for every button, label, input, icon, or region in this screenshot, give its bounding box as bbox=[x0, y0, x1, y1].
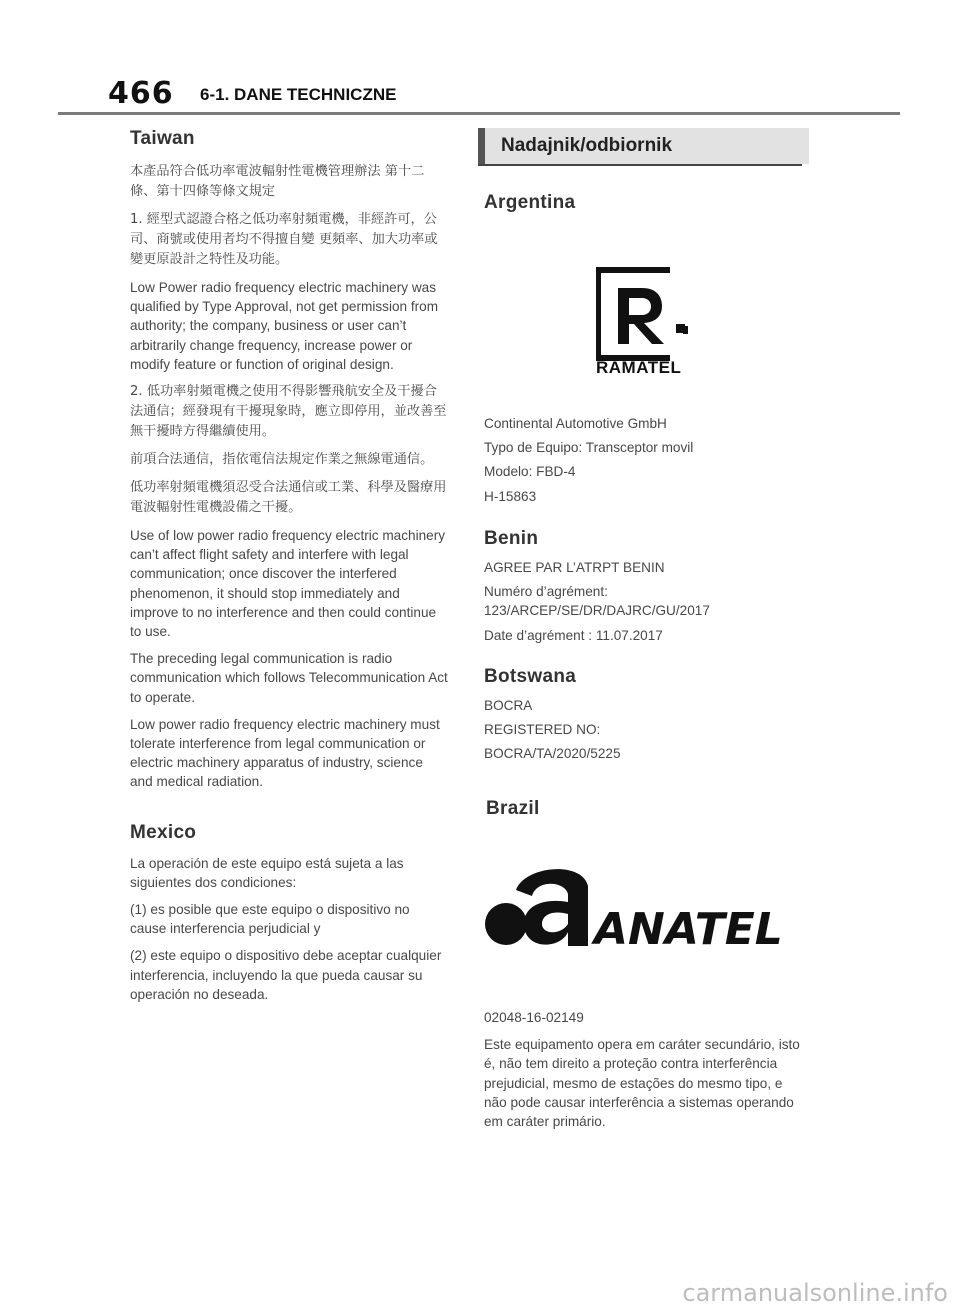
argentina-heading: Argentina bbox=[484, 192, 576, 213]
taiwan-heading: Taiwan bbox=[130, 128, 195, 149]
botswana-heading: Botswana bbox=[484, 666, 577, 687]
mexico-paragraph: (1) es posible que este equipo o dispositivo no cause interferencia perjudicial y bbox=[130, 902, 410, 937]
watermark: carmanualsonline.info bbox=[682, 1279, 948, 1307]
mexico-paragraph: La operación de este equipo está sujeta a las siguientes dos condiciones: bbox=[130, 855, 404, 890]
taiwan-paragraph: 本產品符合低功率電波輻射性電機管理辦法 第十二條、第十四條等條文規定 bbox=[130, 164, 425, 199]
taiwan-paragraph: The preceding legal communication is radio communication which follows Telecommunication Act to operate. bbox=[130, 651, 448, 705]
taiwan-paragraph: 1. 經型式認證合格之低功率射頻電機，非經許可，公司、商號或使用者均不得擅自變 更頻率、加大功率或變更原設計之特性及功能。 bbox=[130, 212, 438, 267]
banner-underline bbox=[478, 164, 802, 166]
banner-title: Nadajnik/odbiornik bbox=[501, 135, 673, 156]
benin-heading: Benin bbox=[484, 528, 539, 549]
botswana-line: BOCRA/TA/2020/5225 bbox=[484, 746, 621, 762]
anatel-logo bbox=[484, 862, 804, 952]
argentina-details bbox=[484, 414, 802, 506]
argentina-line: Modelo: FBD-4 bbox=[484, 464, 576, 480]
left-column bbox=[130, 128, 448, 1004]
taiwan-paragraph: 2. 低功率射頻電機之使用不得影響飛航安全及干擾合法通信；經發現有干擾現象時，應立即停用，並改善至無干擾時方得繼續使用。 bbox=[130, 384, 447, 440]
brazil-details bbox=[484, 1008, 804, 1131]
botswana-section bbox=[484, 666, 784, 764]
benin-line: Numéro d’agrément: 123/ARCEP/SE/DR/DAJRC/GU/2017 bbox=[484, 584, 710, 619]
taiwan-paragraph: Low Power radio frequency electric machinery was qualified by Type Approval, not get permission from authority; the company, business or user can’t arbitrarily change frequency, increase power or modify feature or function of original design. bbox=[130, 280, 439, 372]
ramatel-logo-text: RAMATEL bbox=[596, 358, 682, 377]
section-banner bbox=[478, 128, 809, 164]
argentina-line: H-15863 bbox=[484, 488, 537, 504]
section-title: 6-1. DANE TECHNICZNE bbox=[200, 85, 397, 104]
page-header bbox=[0, 0, 960, 120]
taiwan-paragraph: 低功率射頻電機須忍受合法通信或工業、科學及醫療用電波輻射性電機設備之干擾。 bbox=[130, 480, 447, 516]
anatel-logo-text: ANATEL bbox=[594, 904, 783, 952]
brazil-text: Este equipamento opera em caráter secundário, isto é, não tem direito a proteção contra interferência prejudicial, mesmo de estações do mesmo tipo, e não pode causar interferência a sistemas operando em caráter primário. bbox=[484, 1037, 800, 1130]
taiwan-paragraph: Use of low power radio frequency electric machinery can’t affect flight safety and interfere with legal communication; once discover the interfered phenomenon, it should stop immediately and improve to no interference and then could continue to use. bbox=[130, 528, 446, 640]
taiwan-paragraph: Low power radio frequency electric machinery must tolerate interference from legal communication or electric machinery apparatus of industry, science and medical radiation. bbox=[130, 716, 440, 790]
brazil-code: 02048-16-02149 bbox=[484, 1010, 584, 1025]
benin-line: Date d’agrément : 11.07.2017 bbox=[484, 627, 663, 643]
mexico-paragraph: (2) este equipo o dispositivo debe aceptar cualquier interferencia, incluyendo la que pueda causar su operación no deseada. bbox=[130, 948, 442, 1002]
header-divider bbox=[58, 112, 900, 115]
taiwan-paragraph: 前項合法通信，指依電信法規定作業之無線電通信。 bbox=[130, 452, 434, 468]
argentina-line: Typo de Equipo: Transceptor movil bbox=[484, 440, 694, 456]
brazil-heading: Brazil bbox=[486, 798, 540, 819]
page-number: 466 bbox=[108, 76, 174, 111]
benin-line: AGREE PAR L’ATRPT BENIN bbox=[484, 560, 665, 575]
mexico-heading: Mexico bbox=[130, 821, 197, 843]
benin-section bbox=[484, 528, 784, 645]
botswana-line: BOCRA bbox=[484, 698, 533, 713]
botswana-line: REGISTERED NO: bbox=[484, 722, 601, 738]
argentina-line: Continental Automotive GmbH bbox=[484, 416, 667, 431]
